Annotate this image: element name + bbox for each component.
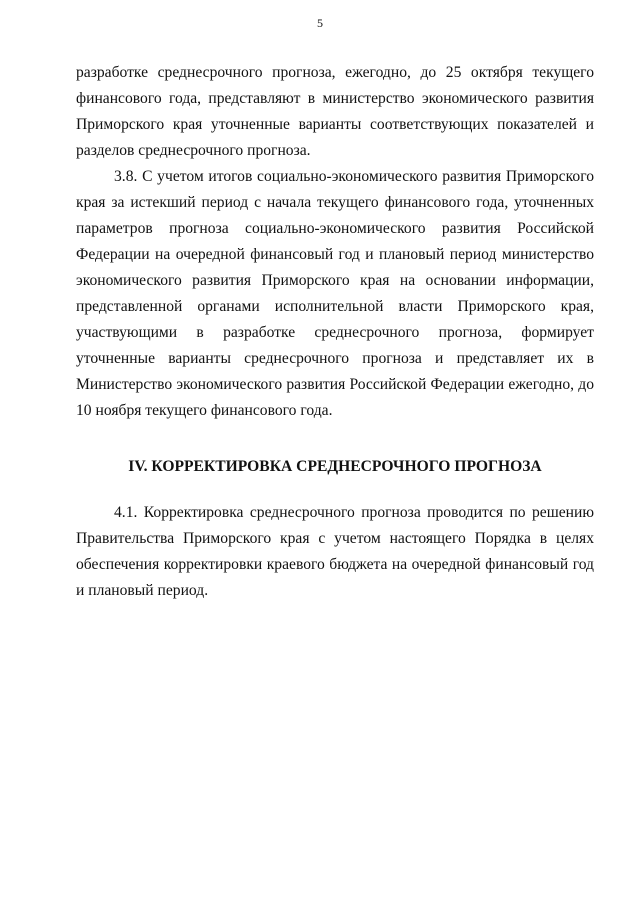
section-heading-iv: IV. КОРРЕКТИРОВКА СРЕДНЕСРОЧНОГО ПРОГНОЗА bbox=[128, 458, 542, 475]
paragraph-3-8: 3.8. С учетом итогов социально-экономического развития Приморского края за истекший период с начала текущего финансового года, уточненных параметров прогноза социально-экономического развития Российской Федерации на очередной финансовый год и плановый период министерство экономического развития Приморского края на основании информации, представленной органами исполнительной власти Приморского края, участвующими в разработке среднесрочного прогноза, формирует уточненные варианты среднесрочного прогноза и представляет их в Министерство экономического развития Российской Федерации ежегодно, до 10 ноября текущего финансового года. bbox=[76, 168, 594, 419]
document-body bbox=[76, 60, 594, 604]
paragraph-4-1: 4.1. Корректировка среднесрочного прогноза проводится по решению Правительства Приморского края с учетом настоящего Порядка в целях обеспечения корректировки краевого бюджета на очередной финансовый год и плановый период. bbox=[76, 504, 594, 599]
page-number: 5 bbox=[317, 16, 323, 30]
paragraph-continuation: разработке среднесрочного прогноза, ежегодно, до 25 октября текущего финансового года, представляют в министерство экономического развития Приморского края уточненные варианты соответствующих показателей и разделов среднесрочного прогноза. bbox=[76, 64, 594, 159]
